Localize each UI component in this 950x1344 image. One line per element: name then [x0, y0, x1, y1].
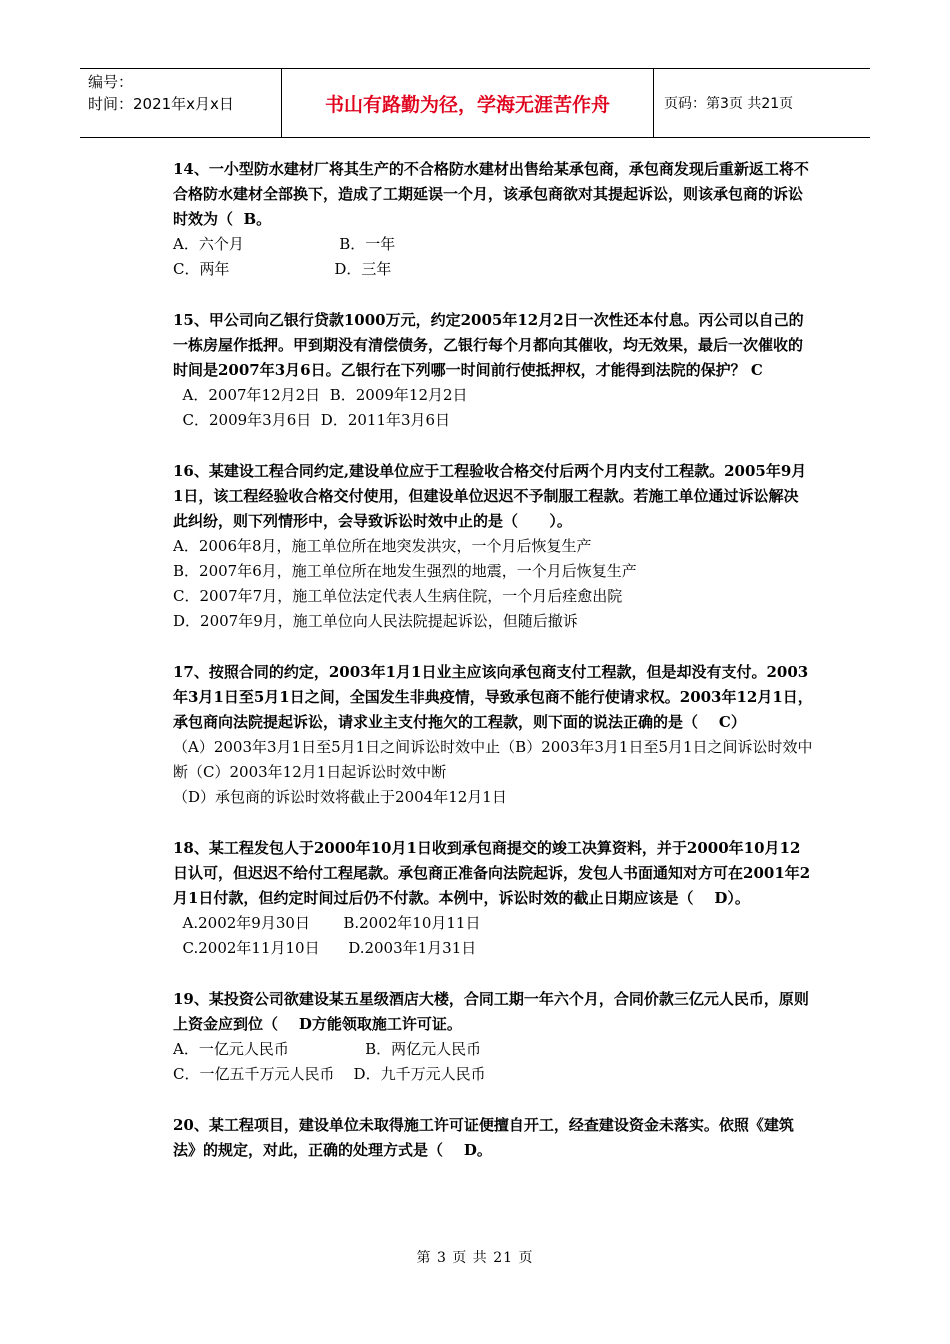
question-option: A．2006年8月，施工单位所在地突发洪灾，一个月后恢复生产: [173, 537, 592, 555]
time-label: 时间：2021年x月x日: [88, 95, 234, 113]
question-20: [173, 1113, 813, 1163]
question-stem: 14、一小型防水建材厂将其生产的不合格防水建材出售给某承包商，承包商发现后重新返工将不合格防水建材全部换下，造成了工期延误一个月，该承包商欲对其提起诉讼，则该承包商的诉讼时效为（ B。: [173, 160, 809, 228]
question-15: [173, 308, 813, 433]
header-motto: 书山有路勤为径，学海无涯苦作舟: [282, 69, 654, 137]
question-option: C.2002年11月10日 D.2003年1月31日: [173, 939, 477, 957]
header-page-label: 页码：第3页 共21页: [664, 96, 794, 112]
question-option: A．2007年12月2日 B．2009年12月2日: [173, 386, 468, 404]
question-stem: 16、某建设工程合同约定,建设单位应于工程验收合格交付后两个月内支付工程款。2005年9月1日，该工程经验收合格交付使用，但建设单位迟迟不予制服工程款。若施工单位通过诉讼解决此纠纷，则下列情形中，会导致诉讼时效中止的是（ ）。: [173, 462, 807, 530]
question-option: C．2007年7月，施工单位法定代表人生病住院，一个月后痊愈出院: [173, 587, 623, 605]
question-option: （A）2003年3月1日至5月1日之间诉讼时效中止（B）2003年3月1日至5月1日之间诉讼时效中断（C）2003年12月1日起诉讼时效中断: [173, 738, 813, 781]
question-option: （D）承包商的诉讼时效将截止于2004年12月1日: [173, 788, 507, 806]
question-option: A．一亿元人民币 B．两亿元人民币: [173, 1040, 482, 1058]
question-17: [173, 660, 813, 810]
question-option: A．六个月 B．一年: [173, 235, 396, 253]
question-option: D．2007年9月，施工单位向人民法院提起诉讼，但随后撤诉: [173, 612, 578, 630]
question-option: A.2002年9月30日 B.2002年10月11日: [173, 914, 481, 932]
question-option: C．一亿五千万元人民币 D．九千万元人民币: [173, 1065, 486, 1083]
question-16: [173, 459, 813, 634]
question-18: [173, 836, 813, 961]
header-meta: [80, 69, 282, 137]
code-label: 编号：: [88, 73, 134, 91]
page-header: [80, 68, 870, 138]
question-stem: 17、按照合同的约定，2003年1月1日业主应该向承包商支付工程款，但是却没有支付。2003年3月1日至5月1日之间，全国发生非典疫情，导致承包商不能行使请求权。2003年12月1日，承包商向法院提起诉讼，请求业主支付拖欠的工程款，则下面的说法正确的是（ C）: [173, 663, 813, 731]
question-14: [173, 157, 813, 282]
question-stem: 20、某工程项目，建设单位未取得施工许可证便擅自开工，经查建设资金未落实。依照《建筑法》的规定，对此，正确的处理方式是（ D。: [173, 1116, 794, 1159]
question-stem: 18、某工程发包人于2000年10月1日收到承包商提交的竣工决算资料，并于2000年10月12日认可，但迟迟不给付工程尾款。承包商正准备向法院起诉，发包人书面通知对方可在2001年2月1日付款，但约定时间过后仍不付款。本例中，诉讼时效的截止日期应该是（ D）。: [173, 839, 811, 907]
question-option: B．2007年6月，施工单位所在地发生强烈的地震，一个月后恢复生产: [173, 562, 637, 580]
question-19: [173, 987, 813, 1087]
question-stem: 19、某投资公司欲建设某五星级酒店大楼，合同工期一年六个月，合同价款三亿元人民币，原则上资金应到位（ D方能领取施工许可证。: [173, 990, 809, 1033]
question-stem: 15、甲公司向乙银行贷款1000万元，约定2005年12月2日一次性还本付息。丙公司以自己的一栋房屋作抵押。甲到期没有清偿债务，乙银行每个月都向其催收，均无效果，最后一次催收的时间是2007年3月6日。乙银行在下列哪一时间前行使抵押权，才能得到法院的保护？ C: [173, 311, 804, 379]
question-list: [173, 157, 813, 1189]
page-footer: 第 3 页 共 21 页: [416, 1250, 534, 1266]
question-option: C．2009年3月6日 D．2011年3月6日: [173, 411, 451, 429]
question-option: C．两年 D．三年: [173, 260, 392, 278]
